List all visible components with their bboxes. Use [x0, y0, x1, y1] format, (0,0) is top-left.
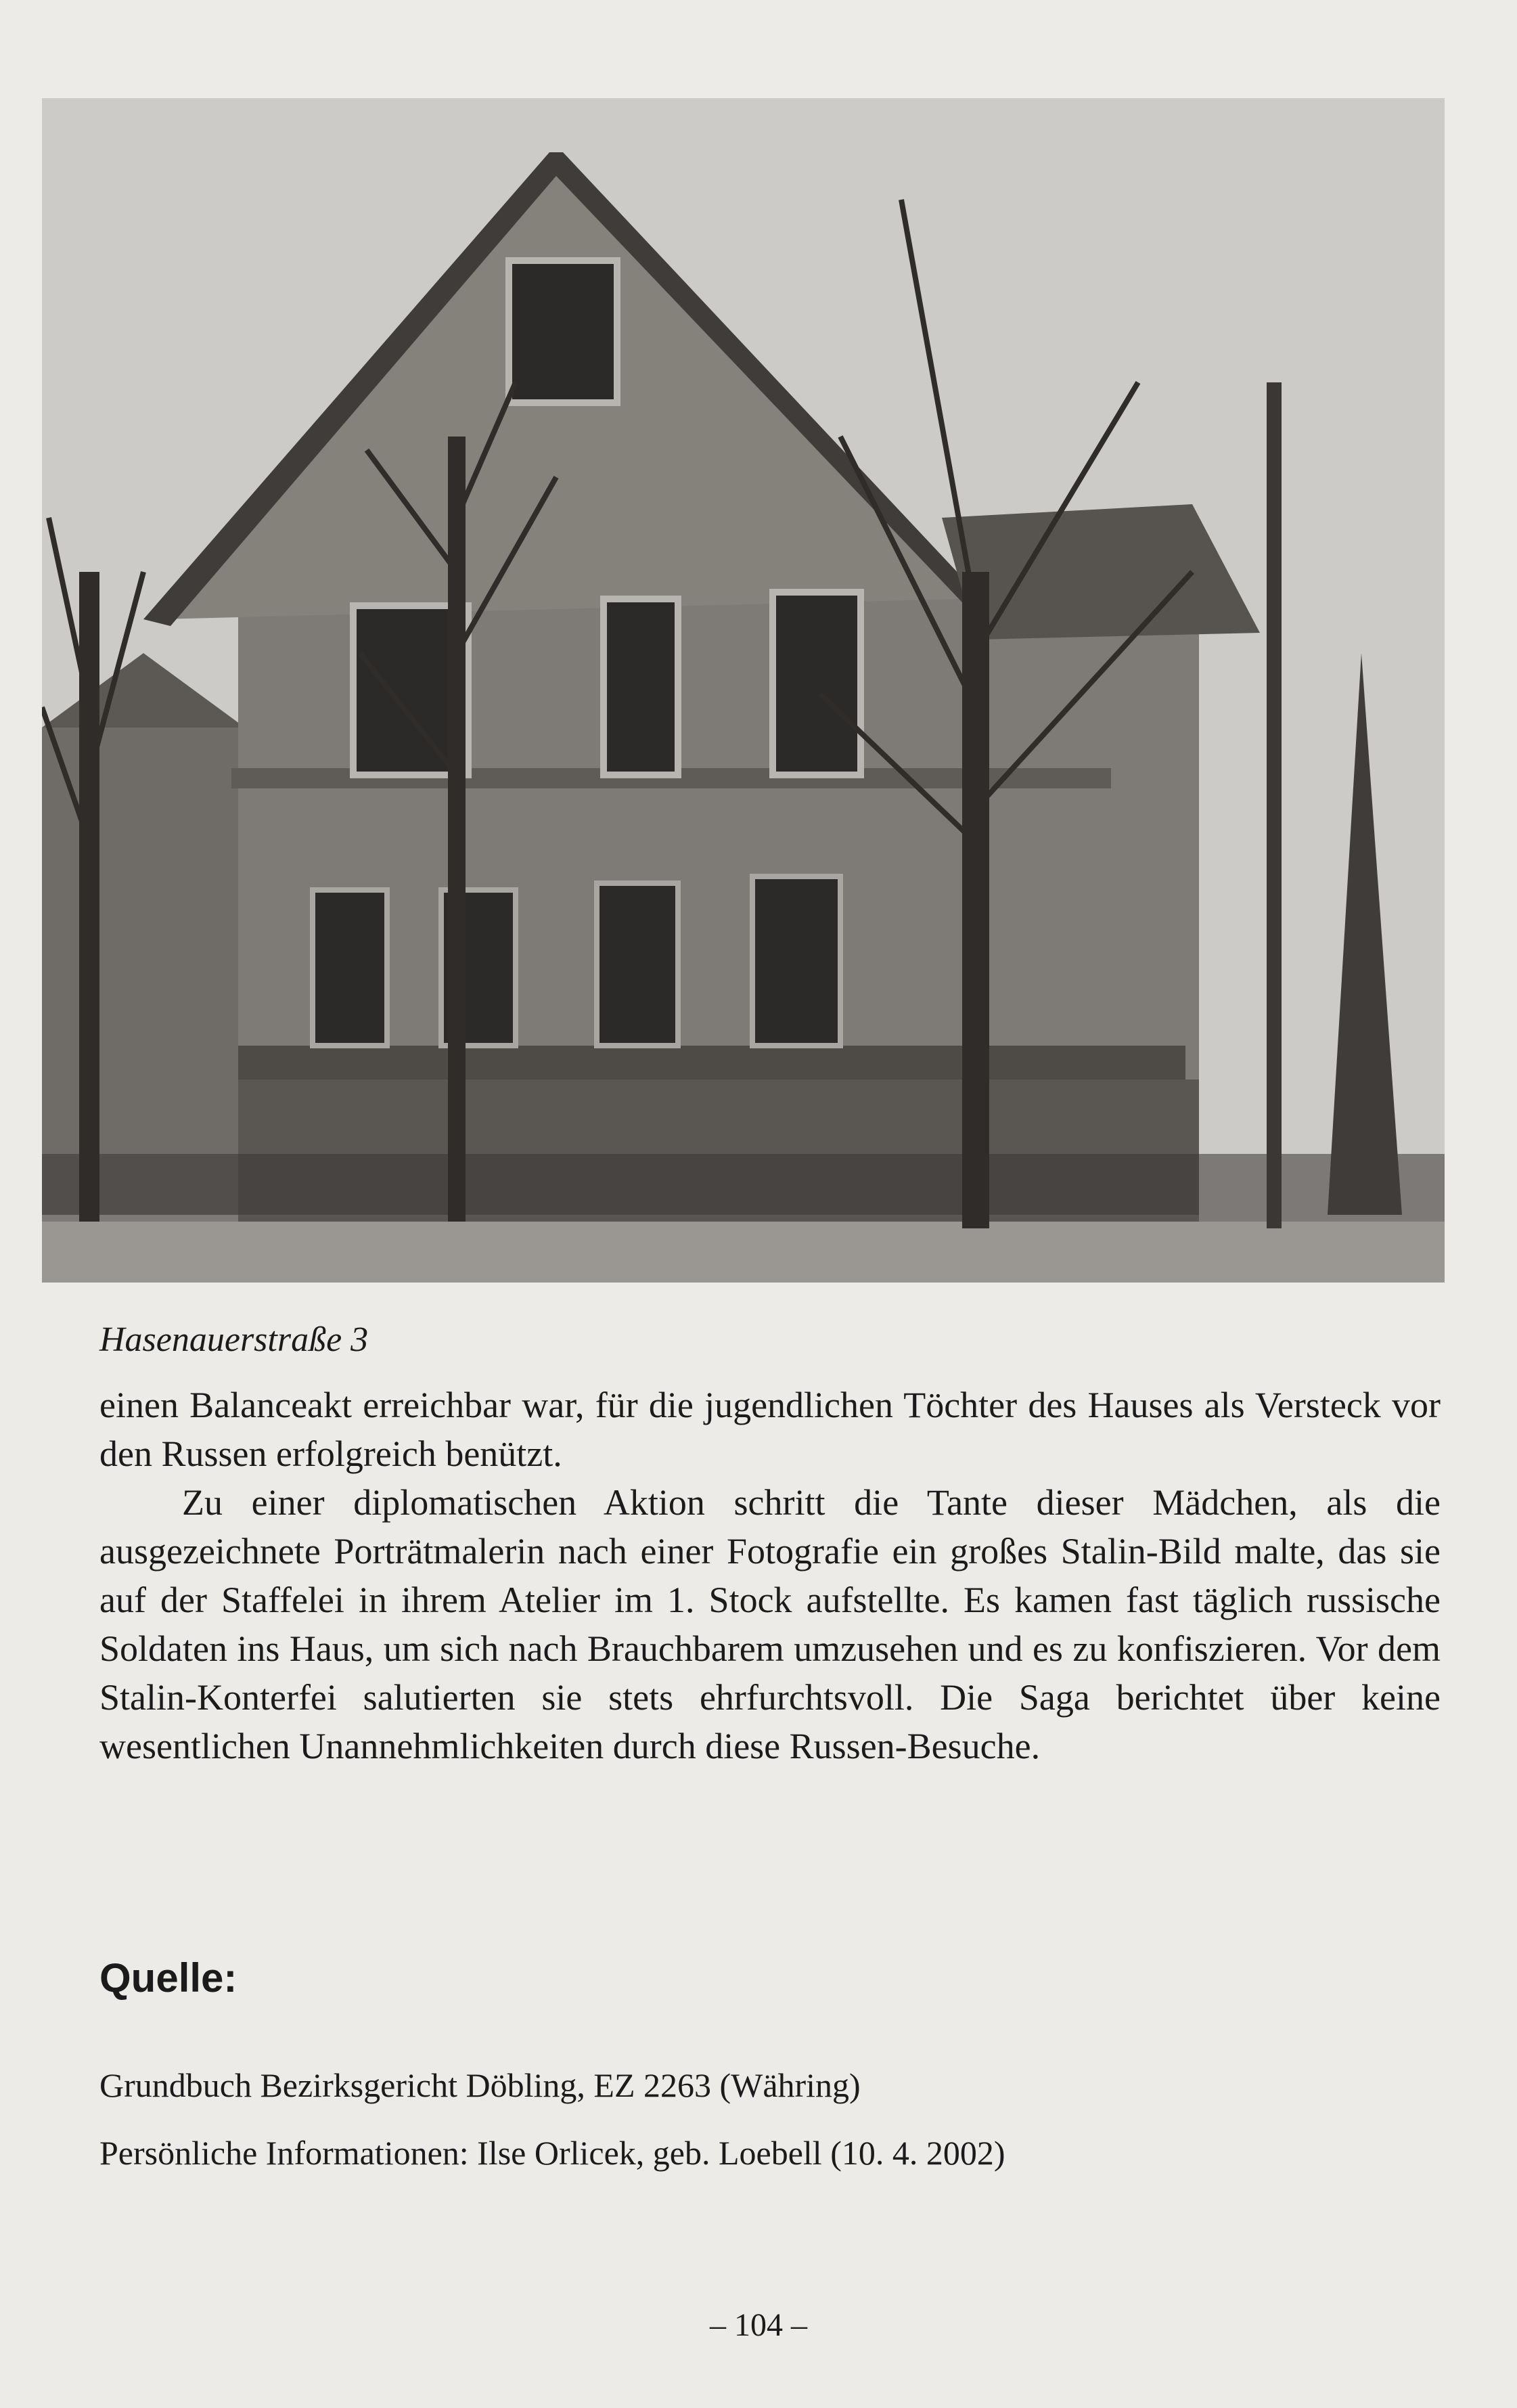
- photo-caption: Hasenauerstraße 3: [99, 1320, 369, 1359]
- source-entry: Grundbuch Bezirksgericht Döbling, EZ 2263 (Währing): [99, 2066, 861, 2104]
- section-heading: Quelle:: [99, 1955, 237, 2001]
- house-photograph: [42, 98, 1445, 1283]
- source-entry: Persönliche Informationen: Ilse Orlicek, geb. Loebell (10. 4. 2002): [99, 2134, 1005, 2172]
- paragraph: einen Balanceakt erreichbar war, für die jugendlichen Töchter des Hauses als Versteck vor den Russen erfolgreich benützt.: [99, 1385, 1441, 1474]
- house-illustration: [42, 98, 1445, 1283]
- paragraph: Zu einer diplomatischen Aktion schritt die Tante dieser Mädchen, als die ausgezeichnete Porträtmalerin nach einer Fotografie ein großes Stalin-Bild malte, das sie auf der Staffelei in ihrem Atelier im 1. Stock aufstellte. Es kamen fast täglich russische Soldaten ins Haus, um sich nach Brauchbarem umzusehen und es zu konfiszieren. Vor dem Stalin-Konterfei salutierten sie stets ehrfurchtsvoll. Die Saga berichtet über keine wesentlichen Unannehmlichkeiten durch diese Russen-Besuche.: [99, 1482, 1441, 1766]
- page-number: – 104 –: [710, 2307, 807, 2343]
- body-text: [99, 1381, 1441, 1770]
- sources-list: [99, 2064, 1441, 2200]
